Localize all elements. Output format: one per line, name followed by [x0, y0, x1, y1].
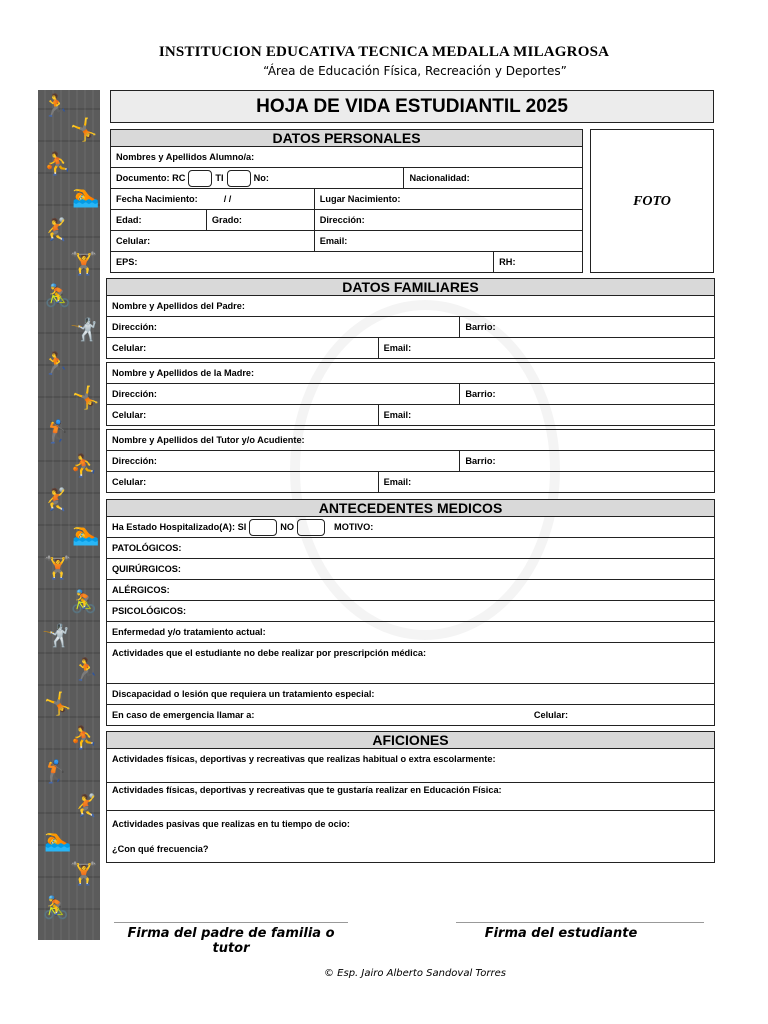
surgical-field[interactable] [107, 559, 715, 580]
mobile-label: Celular: [116, 236, 151, 246]
father-name-label: Nombre y Apellidos del Padre: [112, 301, 245, 311]
father-mobile-field[interactable] [107, 338, 379, 359]
email-field[interactable] [314, 231, 582, 252]
tutor-email-field[interactable] [378, 472, 714, 493]
form-title-box [110, 90, 714, 123]
tutor-email-label: Email: [383, 477, 412, 487]
grade-field[interactable] [206, 210, 314, 231]
student-signature-line[interactable] [456, 922, 704, 923]
sport-figure-icon: 🏊 [44, 828, 72, 853]
grade-label: Grado: [211, 215, 242, 225]
wished-activities-field[interactable] [107, 783, 715, 811]
tutor-barrio-label: Barrio: [465, 456, 496, 466]
student-name-label: Nombres y Apellidos Alumno/a: [116, 152, 255, 162]
rh-label: RH: [499, 257, 516, 267]
mother-email-field[interactable] [378, 405, 714, 426]
wished-activities-label: Actividades físicas, deportivas y recreativas que te gustaría realizar en Educación Física: [112, 785, 502, 795]
father-name-field[interactable] [107, 296, 715, 317]
hospitalized-no-label: NO [280, 521, 295, 532]
nationality-label: Nacionalidad: [409, 173, 470, 183]
sport-figure-icon: 🤸 [44, 692, 72, 717]
tutor-name-label: Nombre y Apellidos del Tutor y/o Acudiente: [112, 435, 305, 445]
frequency-field[interactable] [107, 837, 715, 863]
document-field[interactable] [111, 168, 404, 189]
parent-signature-label: Firma del padre de familia o tutor [127, 926, 335, 956]
birth-place-field[interactable] [314, 189, 582, 210]
frequency-label: ¿Con qué frecuencia? [112, 844, 209, 855]
passive-activities-field[interactable] [107, 811, 715, 837]
photo-box[interactable] [590, 129, 714, 273]
sport-figure-icon: 🏃 [72, 658, 100, 683]
doc-number-label: No: [253, 172, 269, 183]
father-address-label: Dirección: [112, 322, 157, 332]
sport-figure-icon: 🚴 [42, 896, 70, 921]
birth-date-label: Fecha Nacimiento: [116, 194, 198, 204]
psychological-label: PSICOLÓGICOS: [112, 606, 187, 616]
family-heading: DATOS FAMILIARES [107, 279, 715, 296]
hobbies-table [106, 731, 715, 863]
father-email-label: Email: [383, 343, 412, 353]
restrictions-field[interactable] [107, 643, 715, 684]
rc-checkbox[interactable] [188, 170, 212, 187]
sport-figure-icon: 🚴 [70, 590, 98, 615]
pathological-field[interactable] [107, 538, 715, 559]
mother-name-field[interactable] [107, 363, 715, 384]
tutor-mobile-field[interactable] [107, 472, 379, 493]
personal-heading: DATOS PERSONALES [111, 130, 583, 147]
sport-figure-icon: ⛹ [70, 454, 98, 479]
father-mobile-label: Celular: [112, 343, 147, 353]
birth-place-label: Lugar Nacimiento: [319, 194, 401, 204]
disability-label: Discapacidad o lesión que requiera un tratamiento especial: [112, 689, 375, 699]
personal-data-table [110, 129, 583, 273]
sport-figure-icon: 🤺 [70, 318, 98, 343]
mother-mobile-label: Celular: [112, 410, 147, 420]
ti-label: TI [215, 172, 224, 183]
sport-figure-icon: 🤸 [70, 118, 98, 143]
father-address-field[interactable] [107, 317, 460, 338]
restrictions-label: Actividades que el estudiante no debe realizar por prescripción médica: [112, 648, 426, 658]
copyright-note: © Esp. Jairo Alberto Sandoval Torres [324, 968, 506, 979]
allergic-field[interactable] [107, 580, 715, 601]
tutor-name-field[interactable] [107, 430, 715, 451]
eps-label: EPS: [116, 257, 138, 267]
sport-figure-icon: 🏌 [42, 760, 70, 785]
sports-pictogram-strip [38, 90, 100, 940]
age-field[interactable] [111, 210, 207, 231]
area-subtitle: “Área de Educación Física, Recreación y Deportes” [263, 64, 567, 78]
pathological-label: PATOLÓGICOS: [112, 543, 182, 553]
habitual-activities-label: Actividades físicas, deportivas y recreativas que realizas habitual o extra escolarmente: [112, 754, 496, 764]
mother-barrio-label: Barrio: [465, 389, 496, 399]
allergic-label: ALÉRGICOS: [112, 585, 170, 595]
sport-figure-icon: 🤺 [42, 624, 70, 649]
date-separators: / / [223, 194, 232, 204]
passive-activities-label: Actividades pasivas que realizas en tu tiempo de ocio: [112, 818, 350, 829]
sport-figure-icon: 🚴 [44, 284, 72, 309]
birth-date-field[interactable] [111, 189, 315, 210]
sport-figure-icon: 🏋 [70, 252, 98, 277]
form-title: HOJA DE VIDA ESTUDIANTIL 2025 [256, 96, 568, 117]
document-label: Documento: RC [116, 172, 186, 183]
sport-figure-icon: ⛹ [70, 726, 98, 751]
tutor-barrio-field[interactable] [460, 451, 715, 472]
mother-email-label: Email: [383, 410, 412, 420]
tutor-mobile-label: Celular: [112, 477, 147, 487]
emergency-mobile-label: Celular: [533, 710, 569, 720]
surgical-label: QUIRÚRGICOS: [112, 564, 181, 574]
address-field[interactable] [314, 210, 582, 231]
mother-barrio-field[interactable] [460, 384, 715, 405]
age-label: Edad: [116, 215, 142, 225]
emergency-contact-field[interactable] [107, 705, 526, 726]
family-data-table [106, 278, 715, 493]
sport-figure-icon: 🏋 [70, 862, 98, 887]
sport-figure-icon: 🏊 [72, 522, 100, 547]
rh-field[interactable] [494, 252, 583, 273]
father-email-field[interactable] [378, 338, 714, 359]
tutor-address-label: Dirección: [112, 456, 157, 466]
psychological-field[interactable] [107, 601, 715, 622]
medical-history-table [106, 499, 715, 726]
hobbies-heading: AFICIONES [107, 732, 715, 749]
institution-name: INSTITUCION EDUCATIVA TECNICA MEDALLA MILAGROSA [158, 44, 610, 60]
photo-label: FOTO [633, 194, 671, 209]
student-name-field[interactable] [111, 147, 583, 168]
father-barrio-label: Barrio: [465, 322, 496, 332]
sport-figure-icon: 🤾 [72, 794, 100, 819]
sport-figure-icon: 🏊 [72, 184, 100, 209]
medical-heading: ANTECEDENTES MEDICOS [107, 500, 715, 517]
mother-name-label: Nombre y Apellidos de la Madre: [112, 368, 255, 378]
email-label: Email: [319, 236, 348, 246]
sport-figure-icon: 🏌 [44, 420, 72, 445]
eps-field[interactable] [111, 252, 494, 273]
father-barrio-field[interactable] [460, 317, 715, 338]
hospitalized-field[interactable] [107, 517, 715, 538]
mother-mobile-field[interactable] [107, 405, 379, 426]
sport-figure-icon: 🏃 [42, 94, 70, 119]
hospitalized-label: Ha Estado Hospitalizado(A): SI [112, 521, 247, 532]
sport-figure-icon: ⛹ [44, 152, 72, 177]
parent-signature-line[interactable] [114, 922, 348, 923]
emergency-mobile-field[interactable] [526, 705, 715, 726]
sport-figure-icon: 🏃 [42, 352, 70, 377]
current-illness-field[interactable] [107, 622, 715, 643]
mother-address-label: Dirección: [112, 389, 157, 399]
sport-figure-icon: 🤾 [42, 218, 70, 243]
student-signature-label: Firma del estudiante [484, 926, 638, 941]
address-label: Dirección: [319, 215, 365, 225]
ti-checkbox[interactable] [227, 170, 251, 187]
hospitalized-no-checkbox[interactable] [297, 519, 325, 536]
hospitalized-yes-checkbox[interactable] [249, 519, 277, 536]
sport-figure-icon: 🏋 [44, 556, 72, 581]
mobile-field[interactable] [111, 231, 315, 252]
motive-label: MOTIVO: [334, 521, 374, 532]
mother-address-field[interactable] [107, 384, 460, 405]
nationality-field[interactable] [404, 168, 583, 189]
sport-figure-icon: 🤾 [42, 488, 70, 513]
tutor-address-field[interactable] [107, 451, 460, 472]
sport-figure-icon: 🤸 [72, 386, 100, 411]
emergency-contact-label: En caso de emergencia llamar a: [112, 710, 255, 720]
disability-field[interactable] [107, 684, 715, 705]
current-illness-label: Enfermedad y/o tratamiento actual: [112, 627, 266, 637]
habitual-activities-field[interactable] [107, 749, 715, 783]
